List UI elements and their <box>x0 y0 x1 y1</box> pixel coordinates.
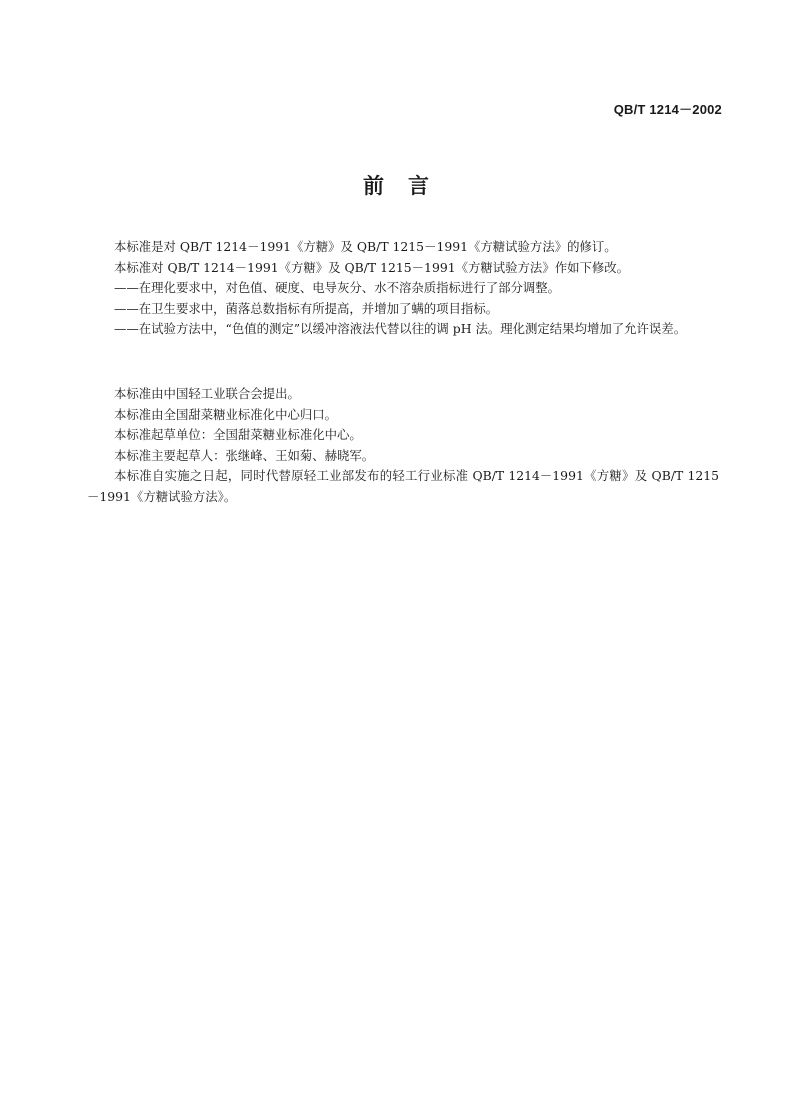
standard-code: QB/T 1214－2002 <box>613 102 722 117</box>
drafting-info-section <box>87 384 719 507</box>
paragraph-replacement: 本标准自实施之日起，同时代替原轻工业部发布的轻工行业标准 QB/T 1214－1991《方糖》及 QB/T 1215－1991《方糖试验方法》。 <box>87 468 719 504</box>
page-title: 前言 <box>363 174 453 198</box>
revision-section <box>87 237 719 340</box>
paragraph-hygiene: ——在卫生要求中，菌落总数指标有所提高，并增加了螨的项目指标。 <box>114 300 499 316</box>
paragraph-revision-intro: 本标准是对 QB/T 1214－1991《方糖》及 QB/T 1215－1991《方糖试验方法》的修订。 <box>114 239 617 254</box>
paragraph-modifications-intro: 本标准对 QB/T 1214－1991《方糖》及 QB/T 1215－1991《方糖试验方法》作如下修改。 <box>114 259 630 275</box>
paragraph-proposer: 本标准由中国轻工业联合会提出。 <box>114 386 300 401</box>
paragraph-drafting-unit: 本标准起草单位：全国甜菜糖业标准化中心。 <box>114 427 362 442</box>
paragraph-test-methods: ——在试验方法中，“色值的测定”以缓冲溶液法代替以往的调 pH 法。理化测定结果均增加了允许误差。 <box>114 321 687 336</box>
paragraph-administrator: 本标准由全国甜菜糖业标准化中心归口。 <box>114 406 338 422</box>
paragraph-physicochemical: ——在理化要求中，对色值、硬度、电导灰分、水不溶杂质指标进行了部分调整。 <box>114 280 561 295</box>
paragraph-drafters: 本标准主要起草人：张继峰、王如菊、赫晓军。 <box>114 447 375 463</box>
